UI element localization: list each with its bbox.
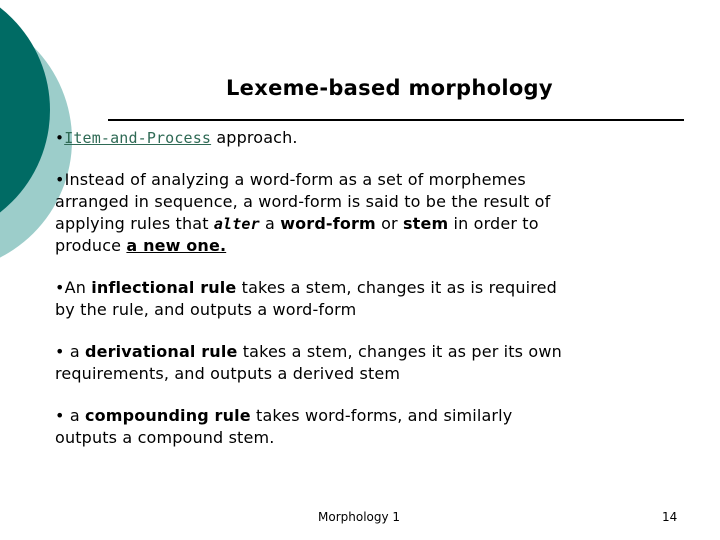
term-compounding-rule: compounding rule	[85, 406, 251, 425]
text-span: produce	[55, 236, 127, 255]
bullet-line	[55, 341, 655, 363]
bullet-line	[55, 169, 655, 191]
text-span: in order to	[448, 214, 539, 233]
text-span: takes a stem, changes it as is required	[236, 278, 557, 297]
text-line	[55, 235, 655, 257]
text-span: takes word-forms, and similarly	[250, 406, 513, 425]
text-line: requirements, and outputs a derived stem	[55, 364, 401, 383]
text-span: applying rules that	[55, 214, 214, 233]
bullet-instead-of-analyzing	[55, 169, 655, 257]
text-line: by the rule, and outputs a word-form	[55, 300, 357, 319]
bullet-compounding-rule	[55, 405, 655, 449]
text-span: or	[375, 214, 403, 233]
text-span: takes a stem, changes it as per its own	[237, 342, 562, 361]
bullet-marker: •	[55, 129, 65, 147]
bullet-item-and-process	[55, 127, 655, 149]
emphasis-alter: alter	[213, 215, 260, 233]
bullet-line	[55, 405, 655, 427]
text-span: a	[64, 406, 86, 425]
text-line: outputs a compound stem.	[55, 428, 275, 447]
item-and-process-link[interactable]: Item-and-Process	[64, 129, 212, 147]
page-number: 14	[662, 510, 678, 524]
text-line: Instead of analyzing a word-form as a set of morphemes	[64, 170, 526, 189]
text-line	[55, 213, 655, 235]
emphasis-stem: stem	[402, 214, 449, 233]
bullet-line	[55, 127, 655, 149]
emphasis-word-form: word-form	[280, 214, 376, 233]
bullet-derivational-rule	[55, 341, 655, 385]
text-line: arranged in sequence, a word-form is said to be the result of	[55, 192, 551, 211]
bullet-line	[55, 277, 655, 299]
emphasis-new-one: a new one.	[126, 236, 227, 255]
bullet-inflectional-rule	[55, 277, 655, 321]
footer-title: Morphology 1	[318, 510, 401, 524]
title-divider	[108, 119, 684, 121]
bullet-marker: •	[55, 278, 65, 297]
text-span: a	[64, 342, 86, 361]
term-inflectional-rule: inflectional rule	[91, 278, 237, 297]
bullet-marker: •	[55, 170, 65, 189]
text-span: An	[64, 278, 92, 297]
approach-text: approach.	[211, 128, 298, 147]
slide-title: Lexeme-based morphology	[226, 76, 553, 100]
slide-body	[55, 127, 655, 469]
bullet-marker: •	[55, 406, 65, 425]
term-derivational-rule: derivational rule	[85, 342, 238, 361]
bullet-marker: •	[55, 342, 65, 361]
text-span: a	[259, 214, 281, 233]
